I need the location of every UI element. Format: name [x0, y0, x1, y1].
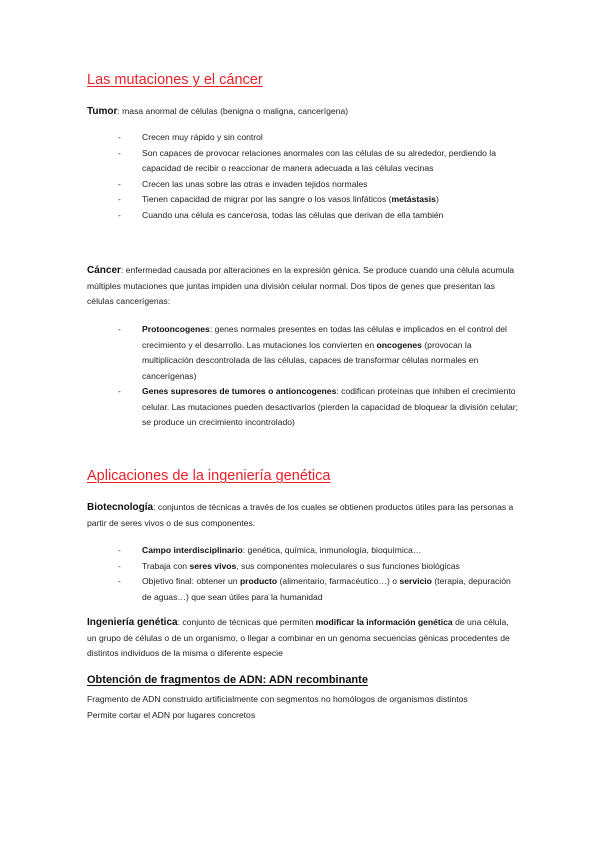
- cancer-term: Cáncer: [87, 265, 121, 276]
- tumor-definition: [87, 104, 517, 120]
- tumor-def: : masa anormal de células (benigna o maligna, cancerígena): [117, 106, 349, 116]
- ingenieria-term: Ingeniería genética: [87, 617, 178, 628]
- biotec-list: [118, 543, 518, 605]
- list-item: - Crecen muy rápido y sin control: [118, 130, 518, 146]
- section-title-aplicaciones: Aplicaciones de la ingeniería genética: [87, 468, 331, 484]
- tumor-list: [118, 130, 518, 223]
- subsection-title-adn: Obtención de fragmentos de ADN: ADN recombinante: [87, 674, 368, 686]
- adn-text: [87, 692, 517, 723]
- list-item: - Campo interdisciplinario: genética, química, inmunología, bioquímica…: [118, 543, 518, 559]
- list-item: - Cuando una célula es cancerosa, todas las células que derivan de ella también: [118, 208, 518, 224]
- adn-line-1: Fragmento de ADN construido artificialmente con segmentos no homólogos de organismos distintos: [87, 694, 468, 704]
- biotec-term: Biotecnología: [87, 502, 154, 513]
- list-item: - Genes supresores de tumores o antioncogenes: codifican proteínas que inhiben el crecimiento celular. Las mutaciones pueden desactivarlos (pierden la capacidad de bloquear la división celular; se produce un crecimiento incontrolado): [118, 384, 518, 431]
- list-item: - Son capaces de provocar relaciones anormales con las células de su alrededor, perdiendo la capacidad de recibir o reaccionar de manera adecuada a las células vecinas: [118, 146, 518, 177]
- cancer-gene-list: [118, 322, 518, 431]
- cancer-definition: [87, 263, 517, 310]
- tumor-term: Tumor: [87, 106, 118, 117]
- biotecnologia-definition: [87, 500, 517, 531]
- cancer-def: : enfermedad causada por alteraciones en la expresión génica. Se produce cuando una célula acumula múltiples mutaciones que juntas impiden una división celular normal. Dos tipos de genes que presentan las células cancerígenas:: [87, 265, 515, 306]
- adn-line-2: Permite cortar el ADN por lugares concretos: [87, 709, 256, 720]
- list-item: - Tienen capacidad de migrar por las sangre o los vasos linfáticos (metástasis): [118, 192, 518, 208]
- list-item: - Objetivo final: obtener un producto (alimentario, farmacéutico…) o servicio (terapia, depuración de aguas…) que sean útiles para la humanidad: [118, 574, 518, 605]
- ingenieria-definition: Ingeniería genética: conjunto de técnicas que permiten modificar la información genética de una célula, un grupo de células o de un organismo, o llegar a combinar en un genoma secuencias génicas procedentes de distintos individuos de la misma o diferente especie: [87, 617, 510, 658]
- section-title-mutaciones: Las mutaciones y el cáncer: [87, 72, 263, 88]
- list-item: - Trabaja con seres vivos, sus componentes moleculares o sus funciones biológicas: [118, 559, 518, 575]
- list-item: - Crecen las unas sobre las otras e invaden tejidos normales: [118, 177, 518, 193]
- metastasis-term: metástasis: [391, 194, 436, 204]
- list-item: - Protooncogenes: genes normales presentes en todas las células e implicados en el control del crecimiento y el desarrollo. Las mutaciones los convierten en oncogenes (provocan la multiplicación descontrolada de las células, capaces de transformar células normales en cancerígenas): [118, 322, 518, 384]
- biotec-def: : conjuntos de técnicas a través de los cuales se obtienen productos útiles para las personas a partir de seres vivos o de sus componentes.: [87, 502, 514, 528]
